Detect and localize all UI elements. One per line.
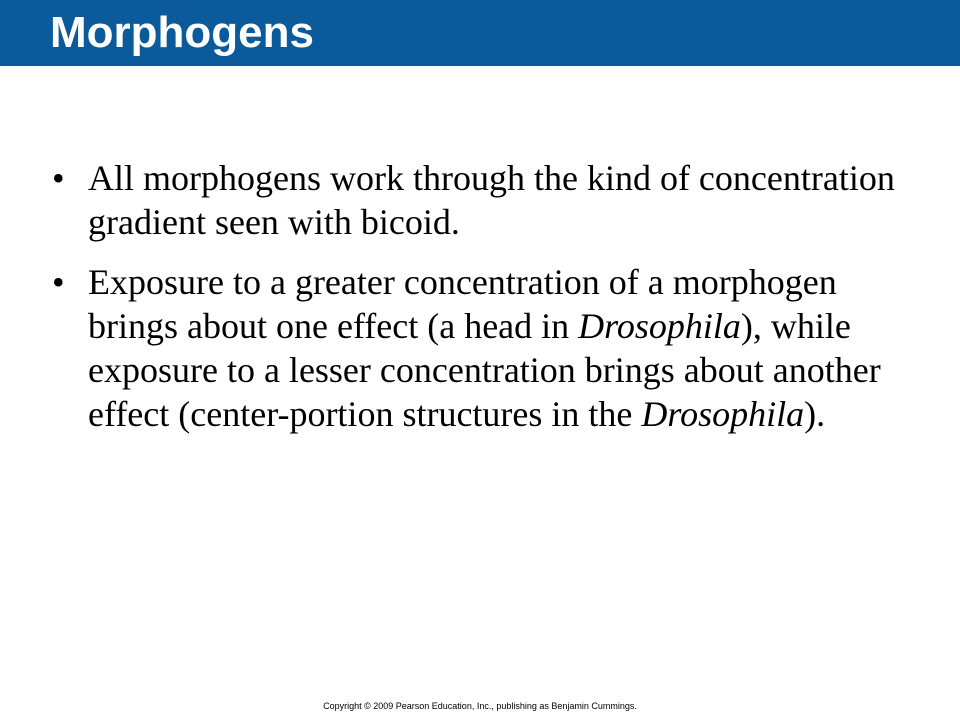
- bullet-item-2: [52, 260, 912, 436]
- bullet-text-part: ), while exposure to a lesser concentration brings about another effect (center-portion structures in the: [88, 306, 881, 434]
- bullet-item-1: [52, 156, 912, 244]
- bullet-text-part: Exposure to a greater concentration of a morphogen brings about one effect (a head in: [88, 262, 837, 346]
- title-bar: [0, 0, 960, 66]
- bullet-icon: •: [52, 158, 65, 198]
- bullet-list: [52, 156, 912, 452]
- bullet-text-part: ).: [804, 394, 826, 434]
- bullet-text: All morphogens work through the kind of concentration gradient seen with bicoid.: [88, 158, 895, 242]
- species-name-italic: Drosophila: [641, 394, 805, 434]
- copyright-footer: Copyright © 2009 Pearson Education, Inc., publishing as Benjamin Cummings.: [323, 701, 637, 711]
- slide-title: Morphogens: [50, 8, 314, 57]
- species-name-italic: Drosophila: [578, 306, 741, 346]
- bullet-icon: •: [52, 262, 65, 302]
